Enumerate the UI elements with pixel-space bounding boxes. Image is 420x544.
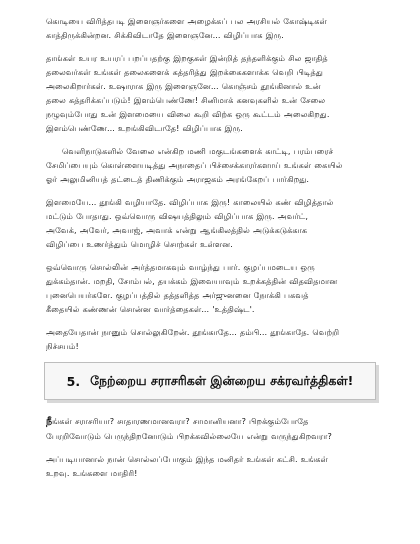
text-line: தலைவர்கள் உங்கள் தலைகளைக் கத்தரித்து இறக்கைகளாக்க வெறி பிடித்து <box>46 67 323 77</box>
paragraph-p7 <box>46 414 390 443</box>
text-line: புனைபெயர்களே. குழப்பத்தில் தத்தளித்த அர்ஜுனனை நோக்கி பகவத் <box>46 290 309 300</box>
text-line: காத்திருக்கின்றன. சிக்கிவிடாதே இளைஞனே... விழிப்பாக இரு. <box>46 30 284 40</box>
paragraph-p1 <box>46 14 390 42</box>
text-line-rest: ங்கள் சராசரியா? சாதாரணமானவரா? சாமானியனா? பிறக்கும்போதே <box>52 416 309 426</box>
text-line: இளமையே... தூங்கி வழியாதே. விழிப்பாக இரு! காலையில் கண் விழித்தால் <box>46 197 334 207</box>
text-line: சேமிப்பையும் கொள்ளையடித்து அநாதைப் பிச்சைக்காரர்களாய் உங்கள் கையில் <box>46 160 343 170</box>
text-line: விழிப்பை உணர்த்தும் மொழிச் சொற்கள் உள்ளன. <box>46 239 233 249</box>
text-line: மட்டும் போதாது. ஒவ்வொரு விஷயத்திலும் விழிப்பாக இரு. அவர்ட், <box>46 211 309 221</box>
text-line: ஒவ்வொரு சொல்லின் அர்த்தமாகவும் வாழ்ந்து பார். குழப்பமடைய ஒரு <box>46 262 315 272</box>
paragraph-p6 <box>46 325 390 353</box>
text-line: இளம்பெண்ணே... உறங்கிவிடாதே! விழிப்பாக இரு. <box>46 123 243 133</box>
text-line: உறவு. உங்களை மாதிரி! <box>46 468 138 478</box>
body-text-before-heading <box>46 14 390 353</box>
text-line: ஓர் அலுமினியத் தட்டைத் திணிக்கும் அராஜகம் அரங்கேறப் பார்கிறது. <box>46 174 309 184</box>
paragraph-p4 <box>46 195 390 251</box>
text-line: நழுவும்போது உன் இளமையை விலை கூறி விற்க ஒரு கூட்டம் அலைகிறது. <box>46 109 330 119</box>
chapter-title: நேற்றைய சராசரிகள் இன்றைய சக்ரவர்த்திகள்! <box>90 372 354 388</box>
paragraph-p2 <box>46 51 390 135</box>
text-line: தலை கத்தரிக்கப்படும்! இளம்பெண்ணே! சினிமாக் கனவுகளில் உன் சேலை <box>46 95 326 105</box>
text-line <box>46 414 390 429</box>
text-line: துக்கம்தான். மறதி, சோம்பல், தயக்கம் இவையாவும் உறக்கத்தின் விதவிதமான <box>46 276 338 286</box>
text-line: பேரறிவோடும் பெருந்திறனோடும் பிறக்கவில்லையே என்று வருந்துகிறவரா? <box>46 431 332 441</box>
drop-cap: நீ <box>46 416 53 427</box>
text-line: தாங்கள் உயர உயரப் பறப்பதற்கு இறகுகள் இன்றித் தந்தளிக்கும் சில ஜாதித் <box>46 53 328 63</box>
chapter-number: 5. <box>66 373 81 389</box>
paragraph-p3 <box>46 144 390 186</box>
chapter-heading <box>44 362 376 400</box>
paragraph-p5 <box>46 260 390 316</box>
text-line: கொடியை விரித்தபடி இளைஞர்களை அழைக்கப் பல அரசியல் கோஷ்டிகள் <box>46 16 327 26</box>
text-line: கீதையில் கண்ணன் சொன்ன வார்த்தைகள்... 'உத்திஷ்ட'. <box>46 304 255 314</box>
text-line: அதையேதான் நானும் சொல்லுகிறேன். தூங்காதே... தம்பி... தூங்காதே. வெற்றி <box>46 327 340 337</box>
text-line: அலைகிறார்கள். உஷாராக இரு இளைஞனே... கொஞ்சம் தூங்கினால் உன் <box>46 81 321 91</box>
body-text-after-heading <box>46 414 390 480</box>
paragraph-p8 <box>46 452 390 480</box>
text-line: நிச்சயம்! <box>46 341 79 351</box>
text-line: வெளிநாடுகளில் வேலை என்கிற மணி மகுடங்களைக் காட்டி, பரம்பரைச் <box>62 146 334 156</box>
text-line: அப்படியானால் நான் சொல்லப்போகும் இந்த மனிதர் உங்கள் கட்சி. உங்கள் <box>46 454 328 464</box>
text-line: அவேக், அவேர், அவாஜ், அவாக் என்று ஆங்கிலத்தில் அடுக்கடுக்காக <box>46 225 308 235</box>
